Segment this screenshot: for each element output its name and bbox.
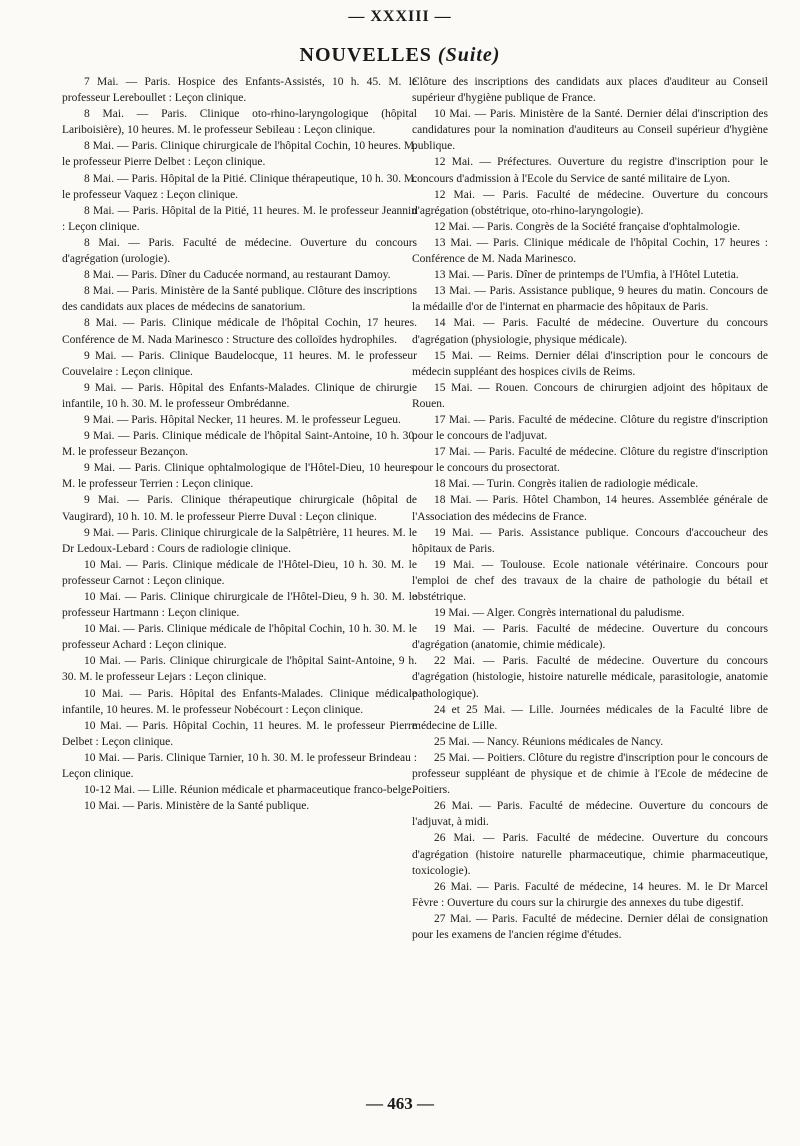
- news-entry: Clôture des inscriptions des candidats aux places d'auditeur au Conseil supérieur d'hygiène publique de France.: [412, 76, 768, 105]
- news-entry: 25 Mai. — Nancy. Réunions médicales de Nancy.: [434, 735, 664, 748]
- news-entry: 9 Mai. — Paris. Clinique thérapeutique chirurgicale (hôpital de Vaugirard), 10 h. 10. M. le professeur Pierre Duval : Leçon clinique.: [62, 494, 417, 523]
- news-entry: 8 Mai. — Paris. Faculté de médecine. Ouverture du concours d'agrégation (urologie).: [62, 236, 417, 266]
- news-entry: 12 Mai. — Paris. Congrès de la Société française d'ophtalmologie.: [434, 220, 741, 233]
- news-entry: 12 Mai. — Paris. Faculté de médecine. Ouverture du concours d'agrégation (obstétrique, oto-rhino-laryngologie).: [412, 188, 768, 217]
- left-column: [62, 74, 417, 814]
- news-entry: 14 Mai. — Paris. Faculté de médecine. Ouverture du concours d'agrégation (physiologie, physique médicale).: [412, 317, 768, 346]
- news-entry: 17 Mai. — Paris. Faculté de médecine. Clôture du registre d'inscription pour le concours de l'adjuvat.: [412, 413, 768, 443]
- news-entry: 13 Mai. — Paris. Clinique médicale de l'hôpital Cochin, 17 heures : Conférence de M. Nada Marinesco.: [412, 236, 768, 266]
- news-entry: 8 Mai. — Paris. Dîner du Caducée normand, au restaurant Damoy.: [84, 269, 391, 282]
- news-entry: 10 Mai. — Paris. Clinique chirurgicale de l'Hôtel-Dieu, 9 h. 30. M. le professeur Hartmann : Leçon clinique.: [62, 591, 417, 620]
- news-entry: 19 Mai. — Paris. Faculté de médecine. Ouverture du concours d'agrégation (anatomie, chimie médicale).: [412, 623, 768, 652]
- news-entry: 8 Mai. — Paris. Hôpital de la Pitié. Clinique thérapeutique, 10 h. 30. M. le professeur Vaquez : Leçon clinique.: [62, 172, 417, 201]
- news-entry: 26 Mai. — Paris. Faculté de médecine. Ouverture du concours d'agrégation (histoire naturelle pharmaceutique, chimie pharmaceutique, toxicologie).: [412, 832, 768, 877]
- news-entry: 10 Mai. — Paris. Hôpital Cochin, 11 heures. M. le professeur Pierre Delbet : Leçon clinique.: [62, 719, 417, 748]
- news-entry: 9 Mai. — Paris. Hôpital des Enfants-Malades. Clinique de chirurgie infantile, 10 h. 30. M. le professeur Ombrédanne.: [62, 381, 417, 410]
- news-entry: 10 Mai. — Paris. Hôpital des Enfants-Malades. Clinique médicale infantile, 10 heures. M. le professeur Nobécourt : Leçon clinique.: [62, 687, 417, 716]
- page-number: — 463 —: [366, 1094, 434, 1113]
- news-entry: 10 Mai. — Paris. Clinique Tarnier, 10 h. 30. M. le professeur Brindeau : Leçon clinique.: [62, 751, 417, 781]
- news-entry: 19 Mai. — Toulouse. Ecole nationale vétérinaire. Concours pour l'emploi de chef des travaux de la chaire de pathologie du bétail et obstétrique.: [412, 558, 768, 603]
- news-entry: 10 Mai. — Paris. Clinique médicale de l'hôpital Cochin, 10 h. 30. M. le professeur Achard : Leçon clinique.: [62, 623, 417, 652]
- news-entry: 13 Mai. — Paris. Dîner de printemps de l'Umfia, à l'Hôtel Lutetia.: [434, 269, 739, 282]
- news-entry: 19 Mai. — Alger. Congrès international du paludisme.: [434, 607, 685, 620]
- news-entry: 8 Mai. — Paris. Clinique chirurgicale de l'hôpital Cochin, 10 heures. M. le professeur Pierre Delbet : Leçon clinique.: [62, 140, 417, 169]
- news-entry: 10 Mai. — Paris. Clinique médicale de l'Hôtel-Dieu, 10 h. 30. M. le professeur Carnot : Leçon clinique.: [62, 558, 417, 587]
- news-entry: 10 Mai. — Paris. Ministère de la Santé publique.: [84, 800, 310, 813]
- news-entry: 26 Mai. — Paris. Faculté de médecine, 14 heures. M. le Dr Marcel Fèvre : Ouverture du cours sur la chirurgie des annexes du tube digestif.: [412, 880, 768, 909]
- news-entry: 19 Mai. — Paris. Assistance publique. Concours d'accoucheur des hôpitaux de Paris.: [412, 526, 768, 555]
- news-entry: 9 Mai. — Paris. Clinique chirurgicale de la Salpêtrière, 11 heures. M. le Dr Ledoux-Lebard : Cours de radiologie clinique.: [62, 526, 417, 555]
- news-entry: 26 Mai. — Paris. Faculté de médecine. Ouverture du concours de l'adjuvat, à midi.: [412, 800, 768, 829]
- news-entry: 18 Mai. — Turin. Congrès italien de radiologie médicale.: [434, 478, 699, 491]
- right-column: [412, 74, 768, 943]
- news-entry: 8 Mai. — Paris. Clinique oto-rhino-laryngologique (hôpital Lariboisière), 10 heures. M. le professeur Sebileau : Leçon clinique.: [62, 108, 417, 137]
- news-entry: 10 Mai. — Paris. Ministère de la Santé. Dernier délai d'inscription des candidatures pour la nomination d'auditeurs au Conseil supérieur d'hygiène publique.: [412, 108, 768, 153]
- news-entry: 12 Mai. — Préfectures. Ouverture du registre d'inscription pour le concours d'admission à l'Ecole du Service de santé militaire de Lyon.: [412, 156, 768, 185]
- news-entry: 24 et 25 Mai. — Lille. Journées médicales de la Faculté libre de médecine de Lille.: [412, 703, 768, 732]
- news-entry: 9 Mai. — Paris. Clinique ophtalmologique de l'Hôtel-Dieu, 10 heures. M. le professeur Terrien : Leçon clinique.: [62, 462, 417, 491]
- news-entry: 8 Mai. — Paris. Ministère de la Santé publique. Clôture des inscriptions des candidats aux places de médecins de sanatorium.: [62, 285, 417, 314]
- news-entry: 17 Mai. — Paris. Faculté de médecine. Clôture du registre d'inscription pour le concours du prosectorat.: [412, 446, 768, 475]
- news-entry: 8 Mai. — Paris. Hôpital de la Pitié, 11 heures. M. le professeur Jeannin : Leçon clinique.: [62, 204, 417, 233]
- news-entry: 13 Mai. — Paris. Assistance publique, 9 heures du matin. Concours de la médaille d'or de l'internat en pharmacie des hôpitaux de Paris.: [412, 285, 768, 314]
- news-entry: 25 Mai. — Poitiers. Clôture du registre d'inscription pour le concours de professeur suppléant de physique et de chimie à l'Ecole de médecine de Poitiers.: [412, 751, 768, 797]
- news-entry: 9 Mai. — Paris. Hôpital Necker, 11 heures. M. le professeur Legueu.: [84, 413, 401, 426]
- news-entry: 9 Mai. — Paris. Clinique Baudelocque, 11 heures. M. le professeur Couvelaire : Leçon clinique.: [62, 349, 417, 378]
- news-entry: 9 Mai. — Paris. Clinique médicale de l'hôpital Saint-Antoine, 10 h. 30. M. le professeur Bezançon.: [62, 430, 417, 459]
- news-entry: 15 Mai. — Rouen. Concours de chirurgien adjoint des hôpitaux de Rouen.: [412, 381, 768, 410]
- news-entry: 8 Mai. — Paris. Clinique médicale de l'hôpital Cochin, 17 heures. Conférence de M. Nada Marinesco : Structure des colloïdes hydrophiles.: [62, 317, 417, 346]
- news-entry: 15 Mai. — Reims. Dernier délai d'inscription pour le concours de médecin suppléant des hospices civils de Reims.: [412, 349, 768, 378]
- news-entry: 18 Mai. — Paris. Hôtel Chambon, 14 heures. Assemblée générale de l'Association des médecins de France.: [412, 494, 768, 523]
- news-entry: 22 Mai. — Paris. Faculté de médecine. Ouverture du concours d'agrégation (histologie, histoire naturelle médicale, parasitologie, anatomie pathologique).: [412, 655, 768, 700]
- news-entry: 10-12 Mai. — Lille. Réunion médicale et pharmaceutique franco-belge.: [84, 784, 415, 797]
- news-entry: 10 Mai. — Paris. Clinique chirurgicale de l'hôpital Saint-Antoine, 9 h. 30. M. le professeur Lejars : Leçon clinique.: [62, 655, 417, 684]
- page-roman-numeral: — XXXIII —: [348, 8, 452, 25]
- title-suffix: (Suite): [437, 44, 501, 66]
- page-title: [0, 44, 800, 67]
- news-entry: 7 Mai. — Paris. Hospice des Enfants-Assistés, 10 h. 45. M. le professeur Lereboullet : Leçon clinique.: [62, 76, 417, 105]
- title-text: NOUVELLES: [299, 44, 432, 66]
- news-entry: 27 Mai. — Paris. Faculté de médecine. Dernier délai de consignation pour les examens de l'ancien régime d'études.: [412, 912, 768, 941]
